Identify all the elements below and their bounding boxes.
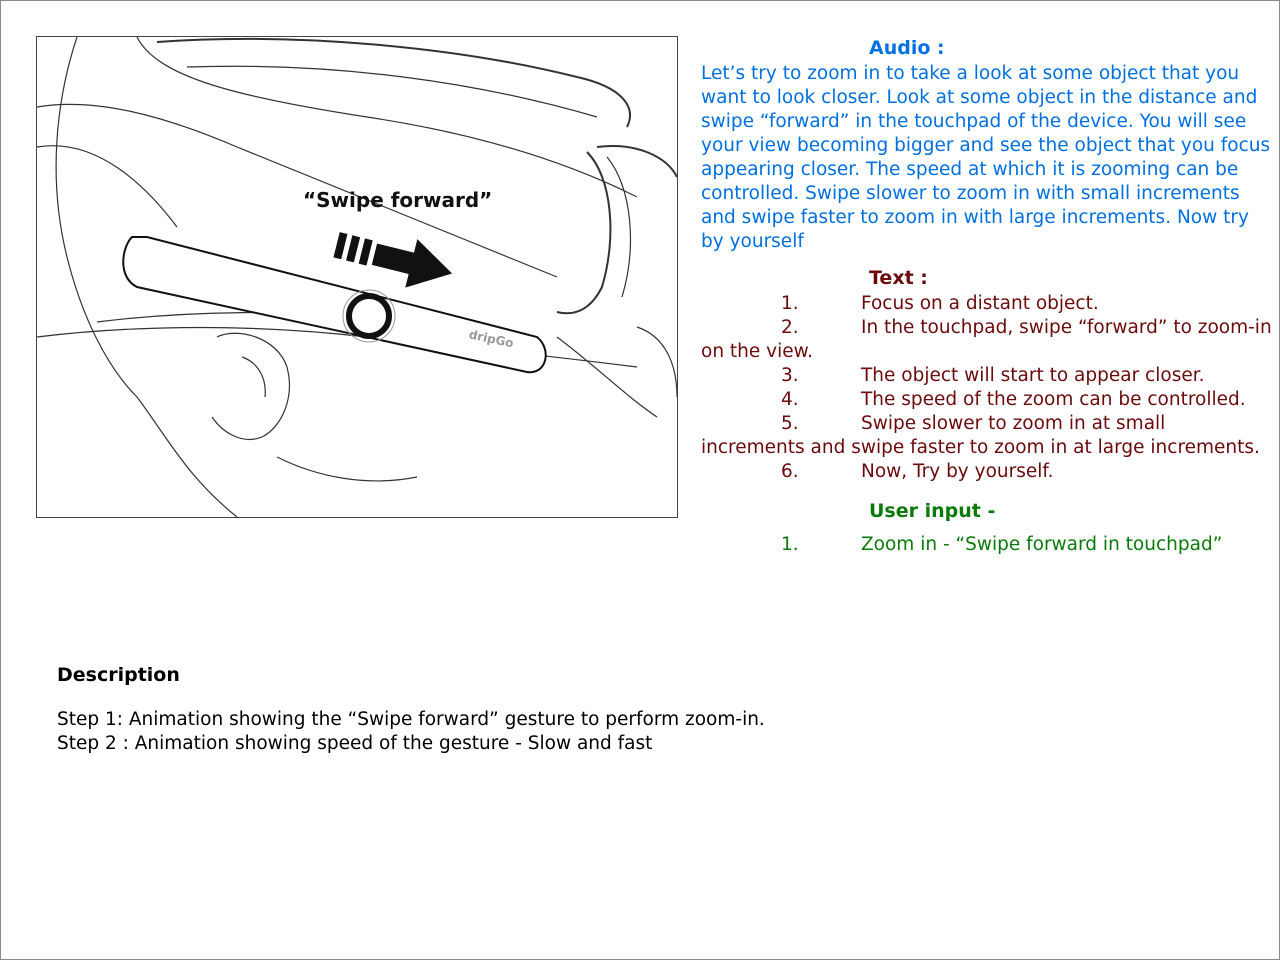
device-brand-label: dripGo — [467, 327, 515, 351]
list-item: 3. The object will start to appear closer. — [781, 365, 1205, 386]
list-item: 5. Swipe slower to zoom in at small increments and swipe faster to zoom in at large increments. — [701, 413, 1260, 458]
audio-heading: Audio : — [869, 37, 945, 59]
list-item: 6. Now, Try by yourself. — [781, 461, 1054, 482]
device-illustration — [36, 36, 678, 518]
gesture-caption: “Swipe forward” — [303, 188, 493, 212]
list-item: 2. In the touchpad, swipe “forward” to zoom-in on the view. — [701, 317, 1272, 362]
user-input-heading: User input - — [869, 500, 996, 522]
description-line: Step 1: Animation showing the “Swipe forward” gesture to perform zoom-in. — [57, 709, 765, 730]
text-heading: Text : — [869, 267, 928, 289]
text-steps-list — [701, 292, 1273, 484]
description-heading: Description — [57, 664, 180, 686]
list-item: 1. Zoom in - “Swipe forward in touchpad” — [781, 534, 1223, 555]
audio-script: Let’s try to zoom in to take a look at some object that you want to look closer. Look at some object in the distance and swipe “forward” in the touchpad of the device. You will see your view becoming bigger and see the object that you focus appearing closer. The speed at which it is zooming can be controlled. Swipe slower to zoom in with small increments and swipe faster to zoom in with large increments. Now try by yourself — [701, 63, 1271, 252]
description-line: Step 2 : Animation showing speed of the gesture - Slow and fast — [57, 733, 653, 754]
user-input-list — [701, 533, 1276, 557]
headset-sketch — [37, 37, 677, 517]
swipe-arrow-icon — [331, 220, 459, 297]
description-body — [57, 708, 765, 756]
list-item: 4. The speed of the zoom can be controlled. — [781, 389, 1246, 410]
list-item: 1. Focus on a distant object. — [781, 293, 1099, 314]
